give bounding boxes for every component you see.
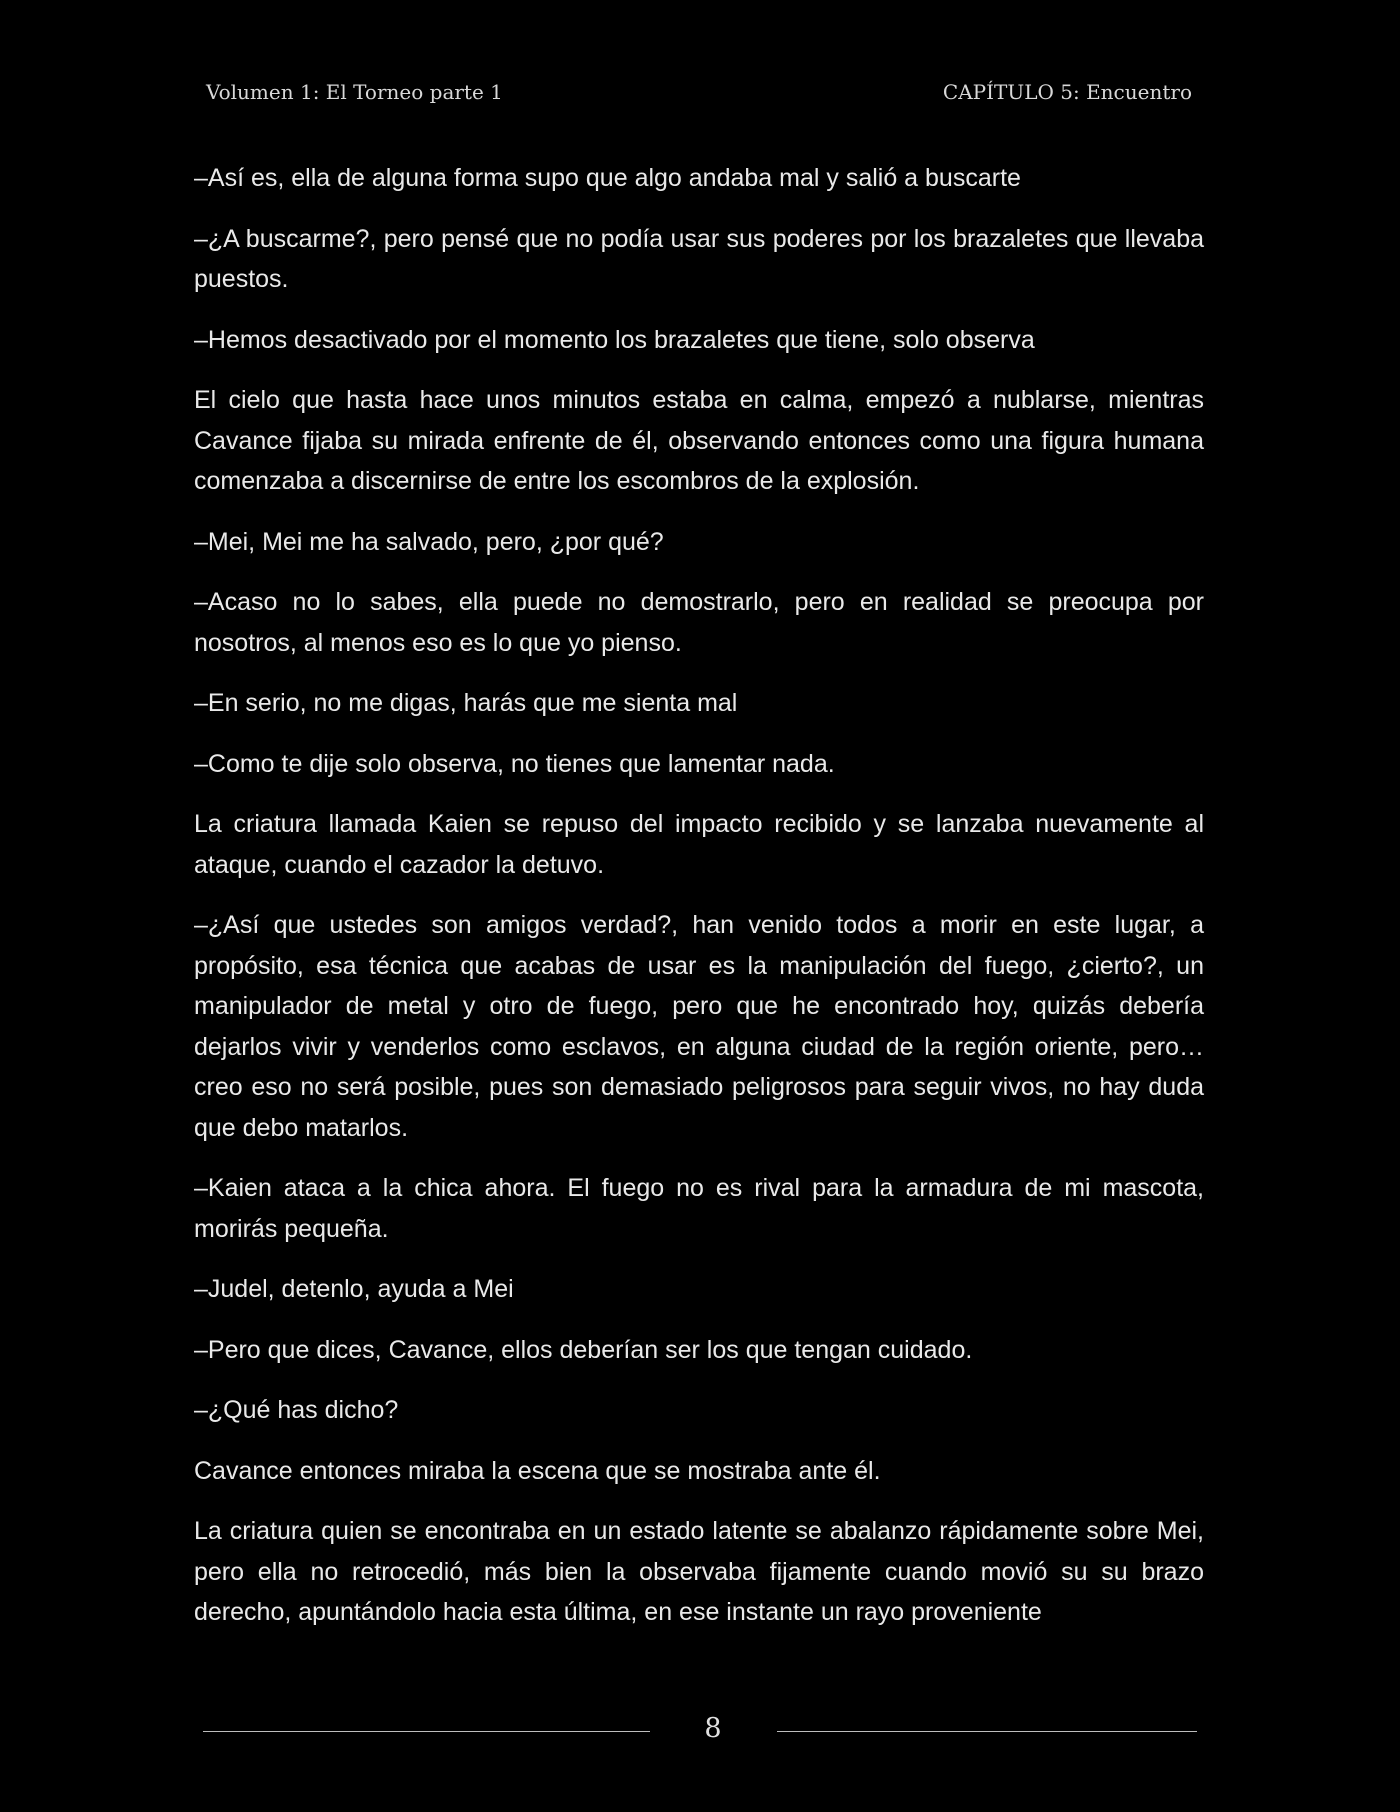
paragraph: –Pero que dices, Cavance, ellos deberían ser los que tengan cuidado.	[194, 1335, 973, 1364]
paragraph: –Acaso no lo sabes, ella puede no demostrarlo, pero en realidad se preocupa por nosotros, al menos eso es lo que yo pienso.	[194, 588, 1204, 657]
running-header-chapter: CAPÍTULO 5: Encuentro	[942, 80, 1192, 104]
paragraph: –Como te dije solo observa, no tienes que lamentar nada.	[194, 749, 835, 778]
paragraph: La criatura quien se encontraba en un estado latente se abalanzo rápidamente sobre Mei, pero ella no retrocedió, más bien la observaba fijamente cuando movió su su brazo derecho, apuntándolo hacia esta última, en ese instante un rayo proveniente	[194, 1517, 1204, 1626]
body-text	[194, 158, 1204, 1653]
page-number: 8	[704, 1713, 722, 1744]
paragraph: –¿Qué has dicho?	[194, 1396, 399, 1424]
footer-rule-left	[203, 1731, 650, 1732]
paragraph: –¿Así que ustedes son amigos verdad?, han venido todos a morir en este lugar, a propósito, esa técnica que acabas de usar es la manipulación del fuego, ¿cierto?, un manipulador de metal y otro de fuego, pero que he encontrado hoy, quizás debería dejarlos vivir y venderlos como esclavos, en alguna ciudad de la región oriente, pero… creo eso no será posible, pues son demasiado peligrosos para seguir vivos, no hay duda que debo matarlos.	[194, 911, 1204, 1142]
paragraph: –Judel, detenlo, ayuda a Mei	[194, 1275, 514, 1303]
paragraph: La criatura llamada Kaien se repuso del impacto recibido y se lanzaba nuevamente al ataque, cuando el cazador la detuvo.	[194, 810, 1204, 879]
paragraph: El cielo que hasta hace unos minutos estaba en calma, empezó a nublarse, mientras Cavance fijaba su mirada enfrente de él, observando entonces como una figura humana comenzaba a discernirse de entre los escombros de la explosión.	[194, 386, 1204, 495]
footer-rule-right	[777, 1731, 1197, 1732]
paragraph: –¿A buscarme?, pero pensé que no podía usar sus poderes por los brazaletes que llevaba puestos.	[194, 224, 1204, 293]
paragraph: Cavance entonces miraba la escena que se mostraba ante él.	[194, 1456, 881, 1485]
paragraph: –Mei, Mei me ha salvado, pero, ¿por qué?	[194, 527, 664, 556]
paragraph: –En serio, no me digas, harás que me sienta mal	[194, 689, 738, 717]
paragraph: –Kaien ataca a la chica ahora. El fuego no es rival para la armadura de mi mascota, morirás pequeña.	[194, 1174, 1204, 1243]
running-header-volume: Volumen 1: El Torneo parte 1	[206, 80, 503, 104]
paragraph: –Así es, ella de alguna forma supo que algo andaba mal y salió a buscarte	[194, 164, 1021, 192]
paragraph: –Hemos desactivado por el momento los brazaletes que tiene, solo observa	[194, 325, 1035, 354]
